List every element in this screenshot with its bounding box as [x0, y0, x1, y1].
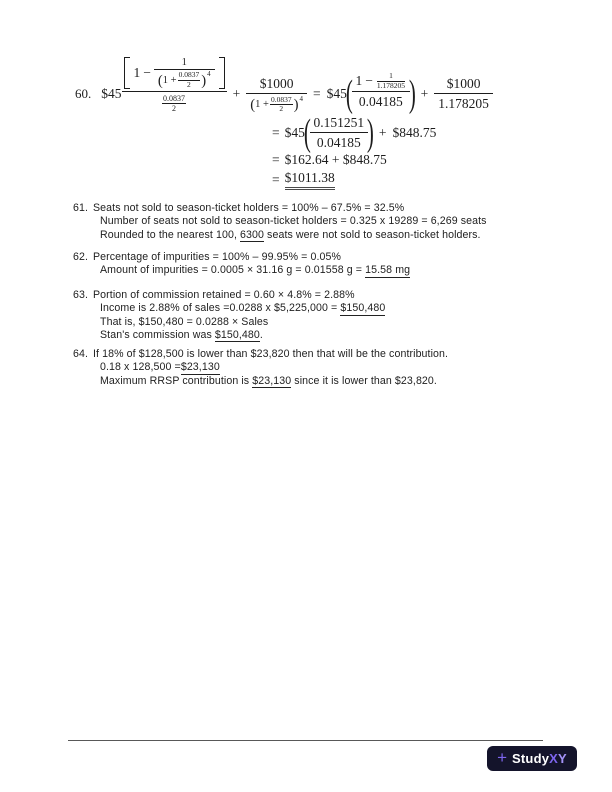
final-answer: $1011.38	[285, 170, 335, 190]
brand-badge[interactable]	[487, 746, 577, 771]
coefficient: $45	[284, 125, 305, 140]
problem-number: 61.	[73, 202, 89, 214]
underlined-answer: 15.58 mg	[365, 264, 411, 277]
problem-item-61	[73, 202, 487, 242]
coefficient: $45	[101, 86, 122, 101]
problem-60-formula-line-3	[272, 152, 387, 168]
problem-item-62	[73, 251, 410, 278]
solution-line: Number of seats not sold to season-ticket holders = 0.325 x 19289 = 6,269 seats	[100, 215, 487, 228]
left-parenthesis: (	[303, 111, 311, 154]
numerator-one: 1	[133, 65, 141, 81]
solution-line: Stan's commission was $150,480.	[100, 328, 263, 341]
numeric-fraction: $\frac{0.151251}{0.04185}$	[310, 115, 369, 151]
discounted-par-fraction: $1000 ( 1 + $\frac{0.0837}{2}$ ) $^4$	[246, 76, 307, 114]
solution-line: 0.18 x 128,500 =$23,130	[100, 361, 220, 374]
footer-divider	[68, 740, 543, 741]
solution-line: Maximum RRSP contribution is $23,130 since it is lower than $23,820.	[100, 374, 437, 387]
problem-number: 64.	[73, 348, 89, 360]
problem-60-formula-line-4	[272, 170, 335, 190]
half-rate-fraction: $\frac{0.0837}{2}$	[270, 94, 292, 114]
brand-y: Y	[558, 751, 567, 766]
right-bracket	[219, 57, 225, 90]
underlined-answer: $150,480	[214, 328, 260, 341]
evaluated-factor-fraction: 1 − $\frac{1}{1.178205}$ 0.04185	[352, 72, 411, 110]
equals-sign: =	[272, 152, 280, 167]
solution-line: Portion of commission retained = 0.60 × 4.8% = 2.88%	[93, 289, 355, 301]
plus-operator: +	[232, 86, 241, 101]
solution-line: Seats not sold to season-ticket holders = 100% – 67.5% = 32.5%	[93, 202, 405, 214]
problem-number: 63.	[73, 289, 89, 301]
underlined-answer: $23,130	[252, 374, 292, 387]
problem-item-64	[73, 348, 448, 388]
coefficient: $45	[326, 86, 347, 101]
half-rate-fraction: 0.0837 2	[163, 93, 186, 114]
solution-line: Amount of impurities = 0.0005 × 31.16 g = 0.01558 g = 15.58 mg	[100, 264, 411, 277]
problem-number: 62.	[73, 251, 89, 263]
left-parenthesis: (	[345, 72, 353, 115]
equals-sign: =	[272, 172, 280, 187]
plus-icon: +	[497, 748, 508, 767]
brand-x: X	[549, 751, 559, 766]
right-parenthesis: )	[408, 72, 416, 115]
reciprocal-growth-fraction: $\frac{1}{1.178205}$	[376, 71, 405, 90]
underlined-answer: 6300	[240, 228, 265, 241]
equals-sign: =	[272, 125, 280, 140]
problem-60-number: 60.	[75, 86, 92, 101]
problem-item-63	[73, 289, 385, 342]
brand-name: Study	[512, 751, 550, 766]
underlined-answer: $150,480	[340, 302, 386, 315]
exponent: 4	[207, 70, 211, 79]
right-parenthesis: )	[367, 111, 374, 154]
left-bracket	[124, 57, 130, 90]
inner-discount-fraction: 1 ( 1 + $\frac{0.0837}{2}$ ) $^4$	[154, 57, 215, 90]
minus-sign: −	[143, 65, 151, 81]
sum-expression: $162.64 + $848.75	[284, 152, 387, 167]
equals-sign: =	[312, 86, 321, 101]
plus-operator: +	[420, 86, 429, 101]
annuity-factor-fraction	[122, 57, 227, 114]
half-rate-fraction: $\frac{0.0837}{2}$	[178, 70, 200, 89]
problem-60-formula-line-2	[272, 113, 436, 153]
solution-line: Percentage of impurities = 100% – 99.95% = 0.05%	[93, 251, 342, 263]
solution-line: Rounded to the nearest 100, 6300 seats were not sold to season-ticket holders.	[100, 228, 481, 241]
discounted-par-value-fraction: $\frac{\$1000}{1.178205}$	[434, 76, 493, 112]
solution-line: That is, $150,480 = 0.0288 × Sales	[100, 315, 269, 328]
exponent: 4	[299, 94, 303, 103]
solution-line: If 18% of $128,500 is lower than $23,820 then that will be the contribution.	[93, 348, 449, 360]
second-term-value: $848.75	[392, 125, 437, 140]
plus-operator: +	[378, 125, 387, 140]
underlined-answer: $23,130	[180, 361, 220, 374]
solution-line: Income is 2.88% of sales =0.0288 x $5,225,000 = $150,480	[100, 302, 386, 315]
